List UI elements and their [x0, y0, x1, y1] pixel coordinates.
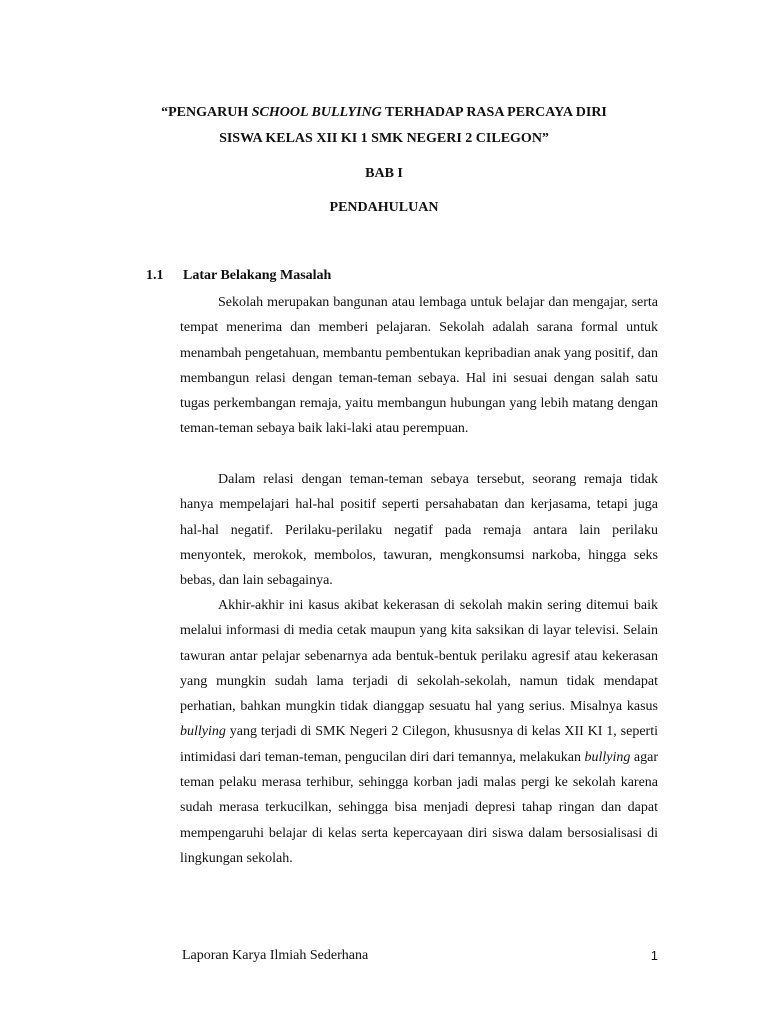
- footer-label: Laporan Karya Ilmiah Sederhana: [182, 948, 369, 963]
- document-title-line-2: SISWA KELAS XII KI 1 SMK NEGERI 2 CILEGON”: [219, 131, 549, 146]
- title-text-part-2: TERHADAP RASA PERCAYA DIRI: [381, 105, 607, 120]
- paragraph-3-italic-1: bullying: [180, 724, 226, 740]
- paragraph-3: [180, 593, 658, 871]
- paragraph-2: [180, 467, 658, 593]
- title-text-part-1: “PENGARUH: [161, 105, 252, 120]
- section-number: 1.1: [146, 268, 164, 283]
- section-title: Latar Belakang Masalah: [183, 268, 332, 283]
- page-number: 1: [650, 948, 658, 963]
- chapter-title: PENDAHULUAN: [329, 200, 439, 215]
- paragraph-3-text-a: Akhir-akhir ini kasus akibat kekerasan di sekolah makin sering ditemui baik melalui informasi di media cetak maupun yang kita saksikan di layar televisi. Selain tawuran antar pelajar sebenarnya ada bentuk-bentuk perilaku agresif atau kekerasan yang mungkin sudah lama terjadi di sekolah-sekolah, namun tidak mendapat perhatian, bahkan mungkin tidak dianggap sesuatu hal yang serius. Misalnya kasus: [180, 598, 658, 715]
- paragraph-1: [180, 290, 658, 442]
- chapter-number: BAB I: [365, 166, 403, 181]
- title-italic-term: SCHOOL BULLYING: [251, 105, 382, 120]
- paragraph-3-italic-2: bullying: [584, 749, 631, 765]
- paragraph-2-text: Dalam relasi dengan teman-teman sebaya tersebut, seorang remaja tidak hanya mempelajari hal-hal positif seperti persahabatan dan kerjasama, tetapi juga hal-hal negatif. Perilaku-perilaku negatif pada remaja antara lain perilaku menyontek, merokok, membolos, tawuran, mengkonsumsi narkoba, hingga seks bebas, dan lain sebagainya.: [180, 472, 658, 589]
- paragraph-1-text: Sekolah merupakan bangunan atau lembaga untuk belajar dan mengajar, serta tempat menerima dan memberi pelajaran. Sekolah adalah sarana formal untuk menambah pengetahuan, membantu pembentukan kepribadian anak yang positif, dan membangun relasi dengan teman-teman sebaya. Hal ini sesuai dengan salah satu tugas perkembangan remaja, yaitu membangun hubungan yang lebih matang dengan teman-teman sebaya baik laki-laki atau perempuan.: [180, 295, 658, 437]
- paragraph-3-text-b: yang terjadi di SMK Negeri 2 Cilegon, khususnya di kelas XII KI 1, seperti intimidasi dari teman-teman, pengucilan diri dari temannya, melakukan: [180, 724, 658, 765]
- paragraph-3-text-c: agar teman pelaku merasa terhibur, sehingga korban jadi malas pergi ke sekolah karena sudah merasa terkucilkan, sehingga bisa menjadi depresi tahap ringan dan dapat mempengaruhi belajar di kelas serta kepercayaan diri siswa dalam bersosialisasi di lingkungan sekolah.: [180, 749, 659, 866]
- section-heading: [146, 267, 331, 285]
- document-title-line-1: [0, 104, 768, 122]
